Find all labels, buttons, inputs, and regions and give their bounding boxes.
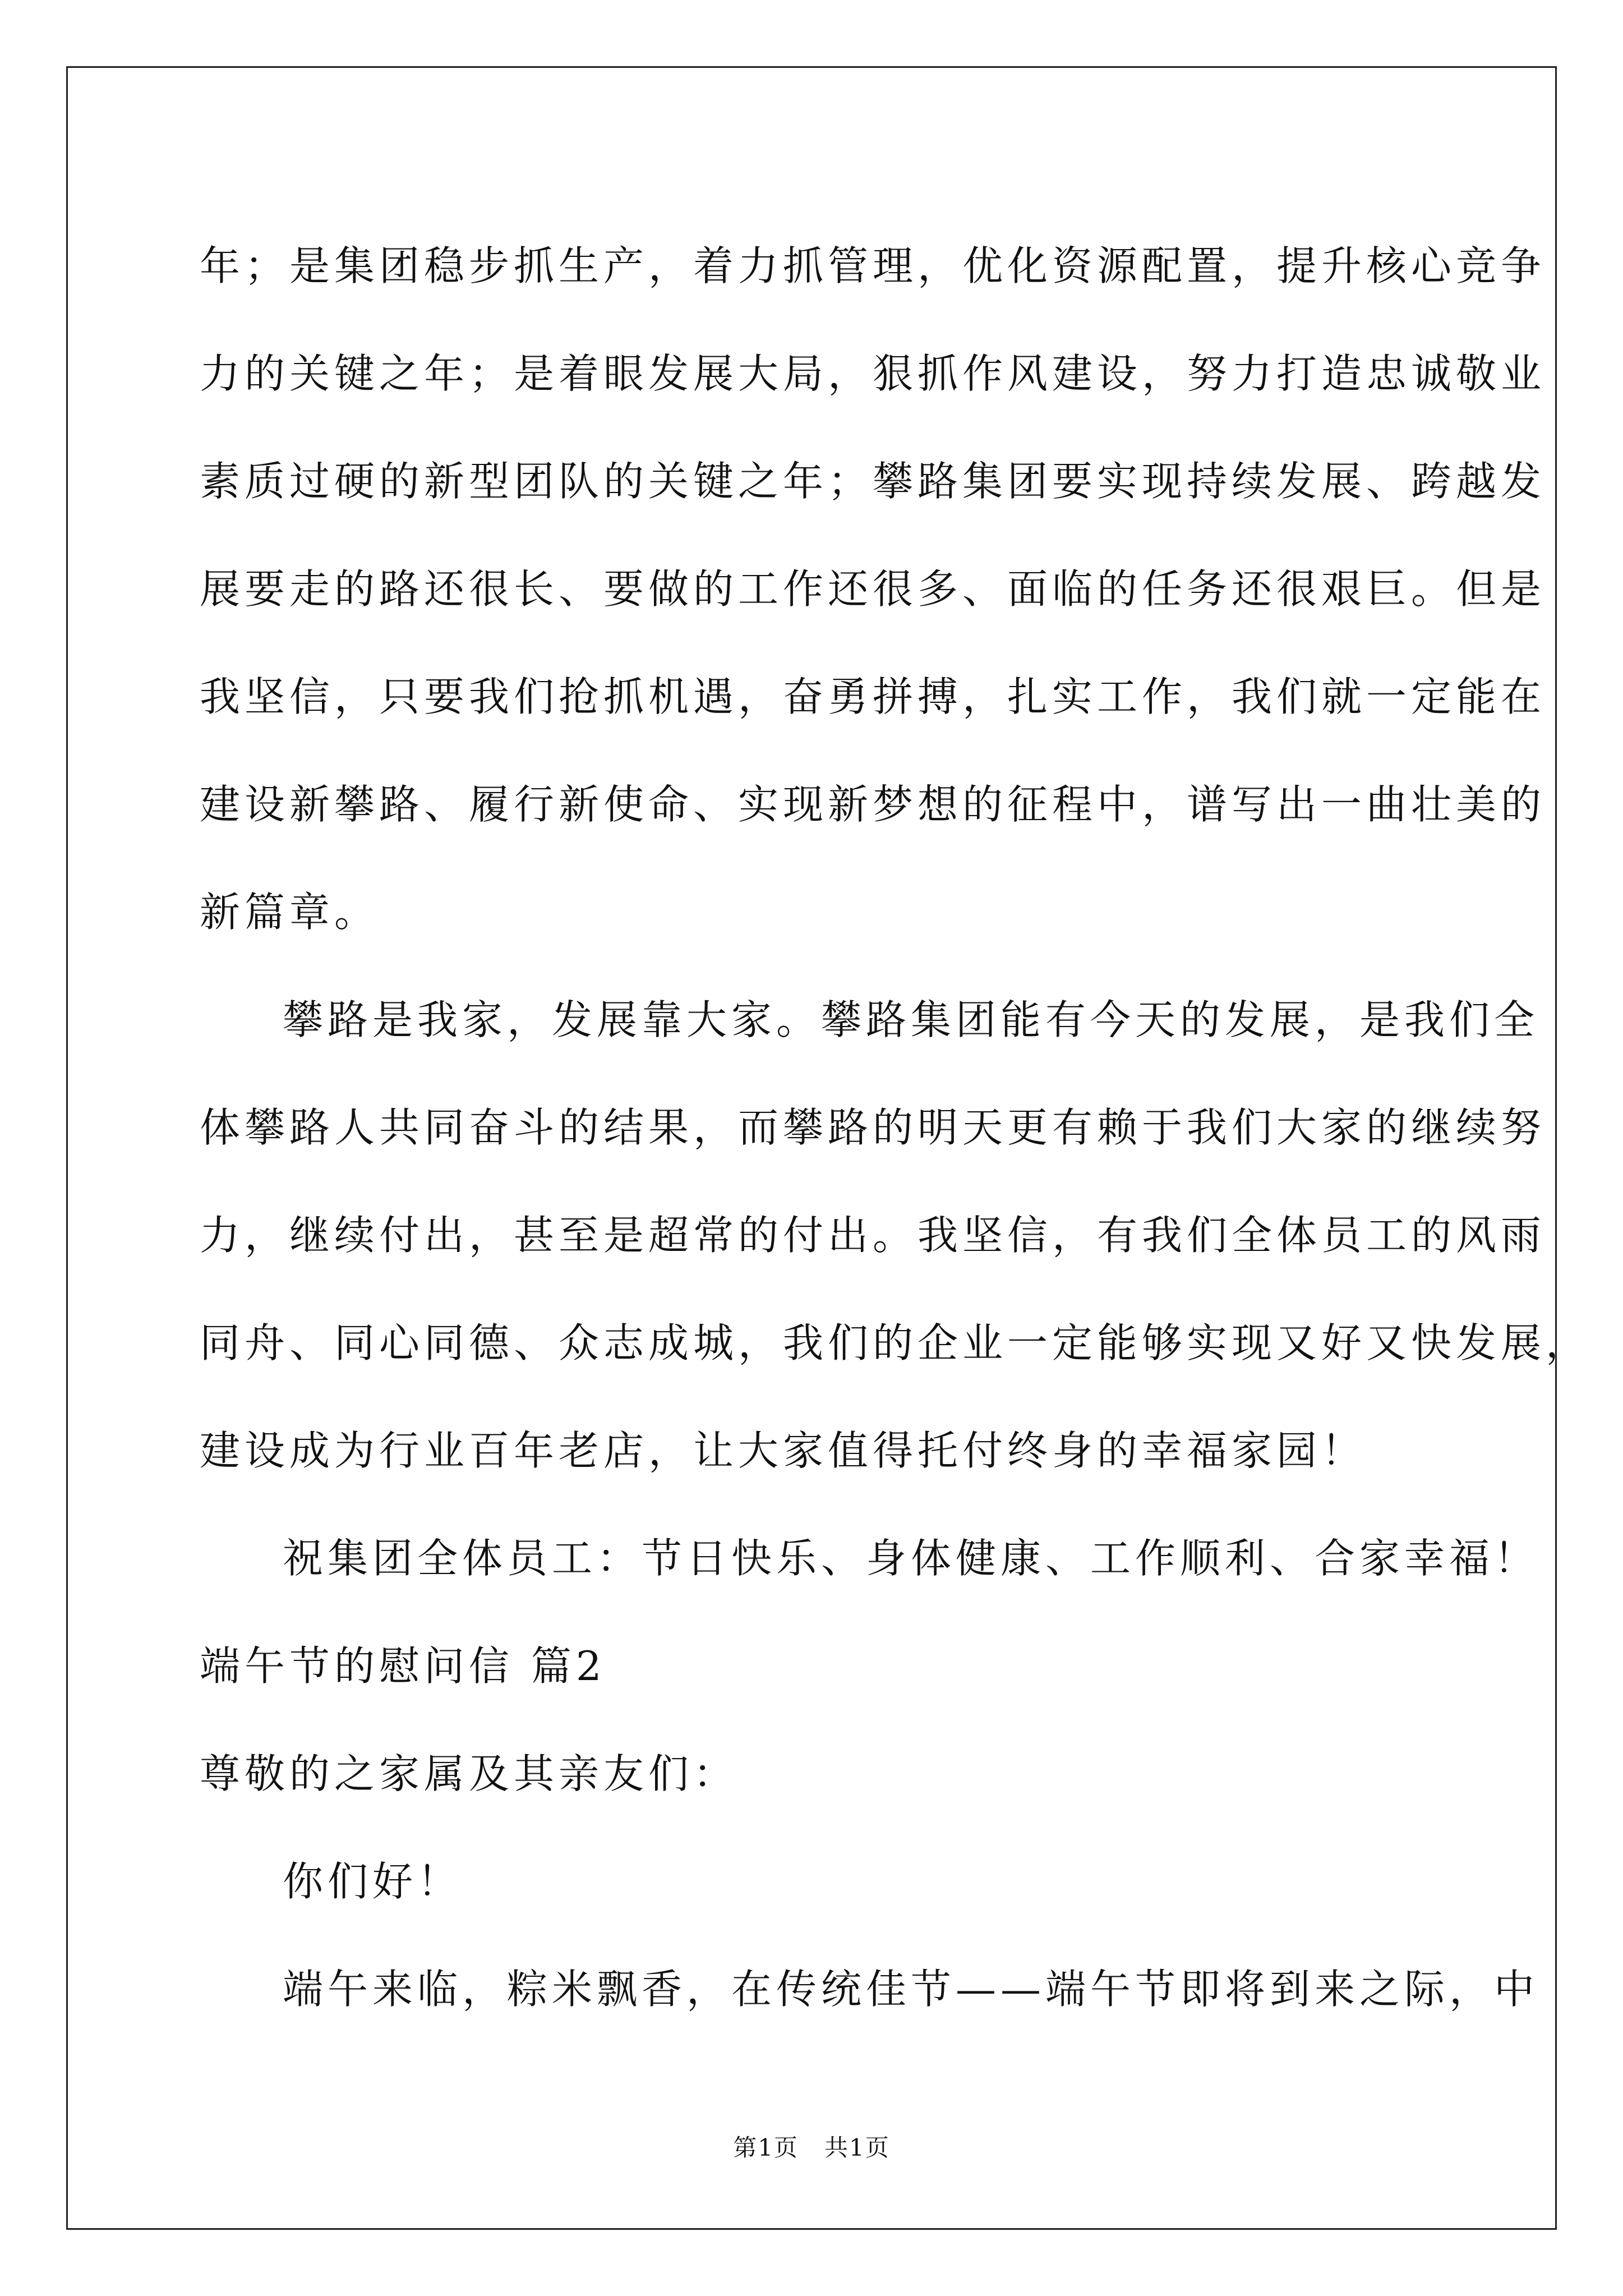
text-line: 我坚信，只要我们抢抓机遇，奋勇拼搏，扎实工作，我们就一定能在 <box>200 673 1546 720</box>
text-line: 建设新攀路、履行新使命、实现新梦想的征程中，谱写出一曲壮美的 <box>200 781 1546 828</box>
text-line: 力的关键之年；是着眼发展大局，狠抓作风建设，努力打造忠诚敬业 <box>200 350 1546 397</box>
text-line: 年；是集团稳步抓生产，着力抓管理，优化资源配置，提升核心竞争 <box>200 242 1546 289</box>
text-line: 同舟、同心同德、众志成城，我们的企业一定能够实现又好又快发展， <box>200 1319 1591 1366</box>
text-line: 素质过硬的新型团队的关键之年；攀路集团要实现持续发展、跨越发 <box>200 458 1546 505</box>
text-line: 新篇章。 <box>200 889 380 936</box>
text-line: 建设成为行业百年老店，让大家值得托付终身的幸福家园！ <box>200 1427 1367 1474</box>
text-line: 力，继续付出，甚至是超常的付出。我坚信，有我们全体员工的风雨 <box>200 1212 1546 1259</box>
text-line: 展要走的路还很长、要做的工作还很多、面临的任务还很艰巨。但是 <box>200 565 1546 613</box>
greeting: 你们好！ <box>283 1858 463 1905</box>
text-line: 端午来临，粽米飘香，在传统佳节——端午节即将到来之际，中 <box>283 1966 1539 2013</box>
salutation: 尊敬的之家属及其亲友们： <box>200 1750 739 1797</box>
text-line: 攀路是我家，发展靠大家。攀路集团能有今天的发展，是我们全 <box>283 996 1539 1043</box>
page-footer: 第1页 共1页 <box>733 2134 890 2161</box>
section-heading: 端午节的慰问信 篇2 <box>200 1642 606 1690</box>
text-line: 祝集团全体员工：节日快乐、身体健康、工作顺利、合家幸福！ <box>283 1535 1539 1582</box>
document-body <box>200 212 1591 2043</box>
text-line: 体攀路人共同奋斗的结果，而攀路的明天更有赖于我们大家的继续努 <box>200 1104 1546 1151</box>
